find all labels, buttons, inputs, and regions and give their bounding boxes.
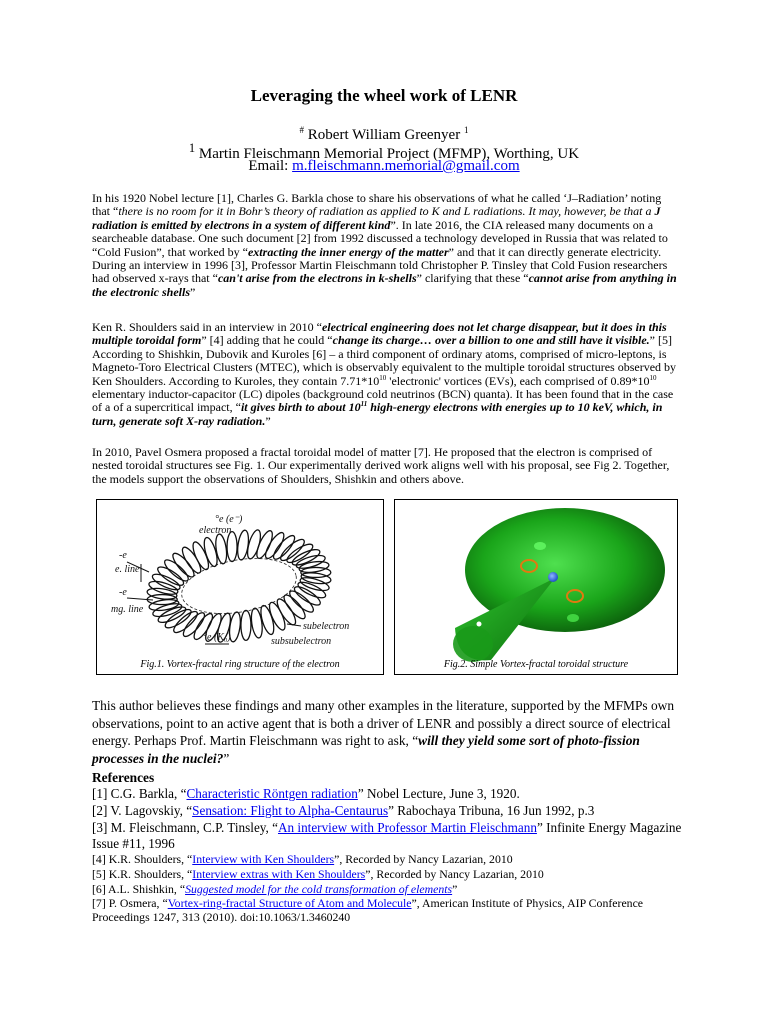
coil-ring bbox=[214, 533, 228, 564]
fig1-label-e1: -e bbox=[119, 550, 127, 561]
paragraph-intro: In his 1920 Nobel lecture [1], Charles G. Barkla chose to share his observations of what he called ‘J–Radiation’ noting that “there is no room for it in Bohr’s theory of radiation as applied to K and L radiations. It may, however, be that a J radiation is emitted by electrons in a system of different kind”. In late 2016, the CIA released many documents on a searcheable database. One such document [2] from 1992 discussed a technology developed in Russia that was related to “Cold Fusion”, that worked by “extracting the inner energy of the matter” and that it can directly generate electricity. During an interview in 1996 [3], Professor Martin Fleischmann told Christopher P. Tinsley that Cold Fusion researchers had observed x-rays that “can't arise from the electrons in k-shells” clarifying that these “cannot arise from anything in the electronic shells” bbox=[92, 191, 677, 299]
figure-1-caption: Fig.1. Vortex-fractal ring structure of the electron bbox=[140, 659, 340, 670]
reference-link[interactable]: Sensation: Flight to Alpha-Centaurus bbox=[192, 803, 389, 818]
reference-link[interactable]: Vortex-ring-fractal Structure of Atom and Molecule bbox=[167, 896, 412, 910]
reference-item: [1] C.G. Barkla, “Characteristic Röntgen radiation” Nobel Lecture, June 3, 1920. bbox=[92, 786, 520, 801]
coil-ring bbox=[241, 610, 251, 640]
figure-2-caption: Fig.2. Simple Vortex-fractal toroidal structure bbox=[443, 659, 629, 670]
affil-sup: 1 bbox=[188, 141, 196, 155]
author-affil-sup: 1 bbox=[463, 125, 469, 135]
fig1-label-electron: electron bbox=[199, 525, 232, 536]
fig1-label-eline: e. line bbox=[115, 564, 140, 575]
paragraph-conclusion: This author believes these findings and many other examples in the literature, supported by the MFMPs own observations, point to an active agent that is both a driver of LENR and possibly a direct source of electrical energy. Perhaps Prof. Martin Fleischmann was right to ask, “will they yield some sort of photo-fission processes in the nuclei?” bbox=[92, 698, 675, 766]
reference-link[interactable]: Characteristic Röntgen radiation bbox=[186, 786, 358, 801]
reference-item: [2] V. Lagovskiy, “Sensation: Flight to Alpha-Centaurus” Rabochaya Tribuna, 16 Jun 1992, p.3 bbox=[92, 803, 595, 818]
email-label: Email: bbox=[248, 158, 293, 174]
paragraph-osmera: In 2010, Pavel Osmera proposed a fractal toroidal model of matter [7]. He proposed that the electron is comprised of nested toroidal structures see Fig. 1. Our experimentally derived work aligns well with his proposal, see Fig 2. Together, the models support the observations of Shoulders, Shishkin and others above. bbox=[92, 445, 670, 486]
reference-item: [3] M. Fleischmann, C.P. Tinsley, “An interview with Professor Martin Fleischmann” Infinite Energy Magazine Issue #11, 1996 bbox=[92, 820, 682, 851]
figure-1 bbox=[96, 499, 384, 675]
fig1-label-top: °e (e⁻) bbox=[215, 514, 243, 525]
fig1-label-sub2: subsubelectron bbox=[271, 636, 332, 647]
author-marker: # bbox=[299, 125, 305, 135]
reference-item: [5] K.R. Shoulders, “Interview extras with Ken Shoulders”, Recorded by Nancy Lazarian, 2010 bbox=[92, 867, 544, 881]
reference-link[interactable]: Interview with Ken Shoulders bbox=[192, 852, 335, 866]
paragraph-shoulders: Ken R. Shoulders said in an interview in 2010 “electrical engineering does not let charge disappear, but it does in this multiple toroidal form” [4] adding that he could “change its charge… over a billion to one and still have it visible.” [5] According to Shishkin, Dubovik and Kuroles [6] – a third component of ordinary atoms, comprised of micro-leptons, is Magneto-Toro Electrical Clusters (MTEC), which is observably equivalent to the multiple toroidal structures observed by Ken Shoulders. According to Kuroles, they contain $7.71*10^{10}$ 'electronic' vortices (EVs), each comprised of $0.89*10^{10}$ elementary inductor-capacitor (LC) dipoles (background cold neutrinos (BCN) quanta). It has been found that in the case of a of a supercritical impact, “it gives birth to about $10^{11}$ high-energy electrons with energies up to 10 keV, which, in turn, generate soft X-ray radiation.” bbox=[92, 320, 677, 428]
coil-ring bbox=[179, 545, 204, 576]
reference-item: [7] P. Osmera, “Vortex-ring-fractal Structure of Atom and Molecule”, American Institute of Physics, AIP Conference Proceedings 1247, 313 (2010). doi:10.1063/1.3460240 bbox=[92, 896, 644, 924]
coil-ring bbox=[227, 532, 237, 562]
author-name: Robert William Greenyer bbox=[304, 127, 464, 143]
reference-link[interactable]: Suggested model for the cold transformation of elements bbox=[185, 882, 453, 896]
affiliation-text: Martin Fleischmann Memorial Project (MFMP), Worthing, UK bbox=[195, 146, 580, 162]
references-heading: References bbox=[92, 770, 155, 785]
reference-item: [4] K.R. Shoulders, “Interview with Ken Shoulders”, Recorded by Nancy Lazarian, 2010 bbox=[92, 852, 513, 866]
reference-link[interactable]: Interview extras with Ken Shoulders bbox=[192, 867, 366, 881]
fig1-label-sub1: subelectron bbox=[303, 621, 350, 632]
figure-2 bbox=[394, 499, 678, 675]
fig1-label-bottom: °e (K₀) bbox=[203, 632, 231, 643]
coil-ring bbox=[250, 608, 264, 639]
fig1-label-e2: -e bbox=[119, 587, 127, 598]
reference-item: [6] A.L. Shishkin, “Suggested model for the cold transformation of elements” bbox=[92, 882, 458, 896]
toroidal-structure-render bbox=[395, 500, 677, 674]
fig1-label-mgline: mg. line bbox=[111, 604, 144, 615]
email-link[interactable]: m.fleischmann.memorial@gmail.com bbox=[292, 158, 520, 174]
reference-link[interactable]: An interview with Professor Martin Fleischmann bbox=[277, 820, 537, 835]
coil-ring bbox=[262, 530, 287, 561]
email-line bbox=[0, 157, 768, 175]
vortex-ring-drawing bbox=[97, 500, 383, 674]
paper-title: Leveraging the wheel work of LENR bbox=[250, 86, 518, 105]
coil-ring bbox=[274, 597, 299, 628]
